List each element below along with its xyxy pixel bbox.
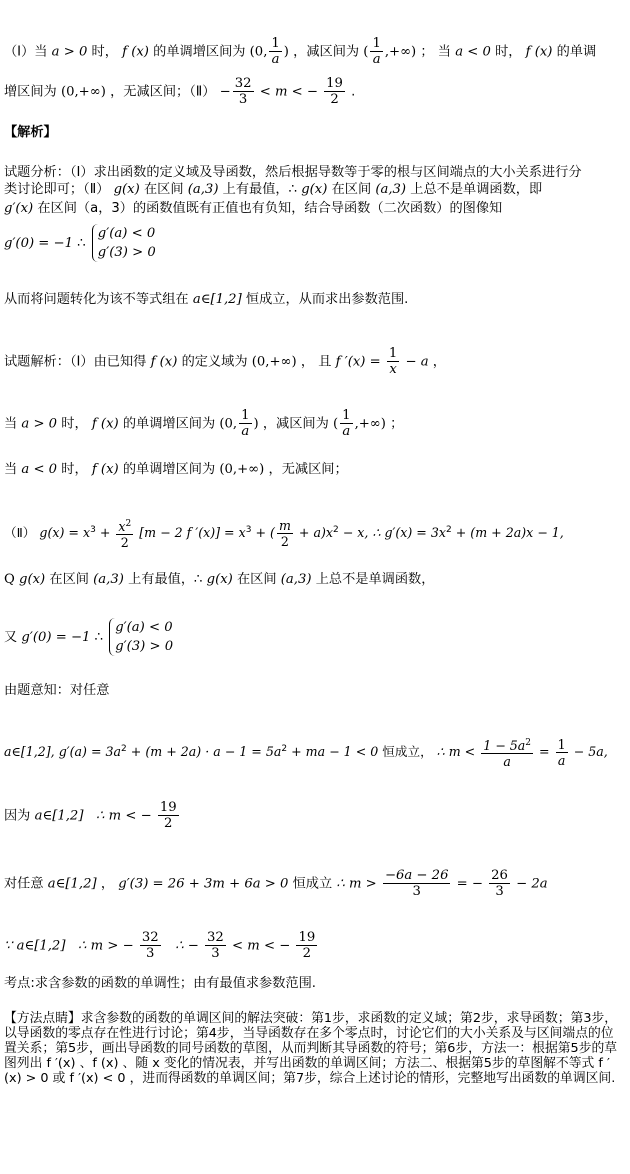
analysis-line-3 [4,201,502,217]
solution-text: ，无减区间； [268,462,348,477]
numerator: x [118,519,126,535]
inequality-system [109,618,173,656]
math-a-range: a∈[1,2] [192,292,242,307]
solution-text: （Ⅱ） [4,525,36,541]
math-expr: − x, [342,525,369,541]
math-expr: − 2a [516,876,548,892]
math-a-positive: a > 0 [51,44,88,60]
numerator: 1 [241,408,250,423]
solution-text: 在区间 [237,572,277,587]
condition-1: g′(a) < 0 [97,226,156,241]
math-gx: g(x) [113,182,140,197]
fraction-1-over-a [370,36,382,67]
kaodian: 考点:求含参数的函数的单调性；由有最值求参数范围. [4,976,316,991]
denominator: x [389,362,397,377]
math-expr: + ( [255,525,275,541]
interval-close: ) [253,416,259,432]
solution-text: 的单调增区间为 [122,416,216,432]
answer-text: 的单调增区间为 [153,44,246,60]
denominator: 2 [330,92,339,107]
math-expr: ∴ m > [336,876,377,892]
math-a-negative: a < 0 [21,462,58,477]
numerator: 1 − 5a [483,738,526,754]
solution-text: ，减区间为 [262,416,329,432]
equals-sign: = [539,744,550,760]
math-gx: g(x) [206,572,233,587]
symbol-q: Q [4,572,15,587]
math-expr: ∴ m > − [78,938,134,954]
condition-2: g′(3) > 0 [97,245,156,260]
exponent: 2 [121,743,127,754]
math-g-def: g(x) = x [39,525,91,541]
interval-open: (0, [249,44,268,60]
fraction-32-over-3 [233,76,254,107]
denominator: a [557,753,566,769]
math-expr: [m − 2 f ′(x)] = x [139,525,246,541]
math-gprime: g′(x) [4,201,34,216]
math-gx: g(x) [19,572,46,587]
solution-text: 试题解析：（Ⅰ）由已知得 [4,354,147,370]
answer-line-1 [4,36,596,67]
math-expr: + ma − 1 < 0 [291,744,379,760]
math-expr: ∴ g′(x) = 3x [372,525,446,541]
denominator: a [271,52,280,67]
answer-text: ，减区间为 [293,44,360,60]
solution-line-10 [4,868,548,899]
numerator: 19 [326,76,343,91]
math-fx: f (x) [91,462,119,477]
solution-text: 当 [4,462,18,477]
math-expr: + (m + 2a) · a − 1 = 5a [130,744,282,760]
math-fx: f (x) [91,416,119,432]
condition-1: g′(a) < 0 [115,620,173,635]
fraction-19-over-2 [324,76,345,107]
solution-text: 上总不是单调函数， [315,572,435,587]
answer-text: 时， [91,44,118,60]
math-gprime-3: g′(3) = 26 + 3m + 6a > 0 [118,876,289,892]
numerator: −6a − 26 [384,868,449,883]
math-expr: + a)x [298,525,333,541]
math-expr: < m < − [232,938,291,954]
numerator: 1 [388,346,398,361]
math-expr: + (m + 2a)x − 1, [455,525,564,541]
answer-text: ； 当 [420,44,451,60]
math-minus-a: − a [405,354,429,370]
math-interval: (a,3) [280,572,312,587]
solution-text: 当 [4,416,18,432]
denominator: 3 [412,884,421,899]
analysis-line-1: 试题分析：（Ⅰ）求出函数的定义域及导函数，然后根据导数等于零的根与区间端点的大小关系进行分 [4,165,582,180]
math-interval: (a,3) [187,182,219,197]
interval-close: ) [283,44,289,60]
fraction-neg6a-26-over-3 [383,868,451,899]
answer-text: 增区间为 [4,84,57,100]
math-expr: − 5a, [573,744,608,760]
math-expr: ∴ − [175,938,199,954]
math-gx: g(x) [301,182,328,197]
solution-text: 又 [4,630,18,645]
analysis-line-4 [4,224,156,262]
method-tips: 【方法点睛】求含参数的函数的单调区间的解法突破：第1步，求函数的定义域；第2步，求导函数；第3步，以导函数的零点存在性进行讨论；第4步，当导函数存在多个零点时，讨论它们的大小关系及与区间端点的位置关系；第5步，画出导函数的同号函数的草图，从而判断其导函数的符号；第6步，方法一：根据第5步的草图列出 f ′(x) 、f (x) 、随 x 变化的情况表，并写出函数的单调区间；方法二、根据第5步的草图解不等式 f ′(x) > 0 或 f ′(x) < 0 ，进而得函数的单调区间；第7步，综合上述讨论的情形，完整地写出函数的单调区间. [4,1011,618,1086]
solution-text: 在区间 [49,572,89,587]
interval-open: ( [363,44,369,60]
analysis-text: 上总不是单调函数，即 [410,182,543,197]
fraction-32-over-3 [205,930,226,961]
condition-2: g′(3) > 0 [115,639,174,654]
fraction-1-over-a [556,737,568,768]
therefore-symbol: ∴ [77,236,86,251]
fraction-19-over-2 [158,800,179,831]
math-a-positive: a > 0 [21,416,58,432]
fraction-1-over-a [269,36,281,67]
math-interval: (a,3) [375,182,407,197]
numerator: 19 [298,930,316,945]
numerator: 1 [271,36,280,51]
numerator: 1 [342,408,351,423]
exponent: 2 [333,524,339,535]
solution-text: 对任意 [4,876,44,892]
numerator: 1 [557,737,566,753]
solution-text: 上有最值，∴ [128,572,203,587]
numerator: m [278,518,291,534]
math-a-negative: a < 0 [455,44,491,60]
minus-sign: − [219,84,231,100]
inequality-system [92,224,156,262]
math-interval: (a,3) [93,572,124,587]
solution-text: 时， [61,416,88,432]
solution-line-8 [4,736,608,769]
solution-line-6 [4,618,173,656]
math-fx: f (x) [150,354,178,370]
analysis-line-5 [4,292,408,308]
fraction-19-over-2 [296,930,317,961]
denominator: a [241,424,250,439]
solution-text: 的定义域为 [181,354,248,370]
exponent: 2 [525,738,532,748]
exponent: 3 [245,524,252,535]
solution-text: ， 且 [300,354,332,370]
solution-text: 因为 [4,808,31,824]
denominator: 3 [146,946,155,961]
solution-line-7: 由题意知：对任意 [4,683,110,698]
math-expr: a∈[1,2], g′(a) = 3a [4,744,122,760]
math-a-range: ∵ a∈[1,2] [4,938,66,954]
denominator: a [372,52,381,67]
answer-line-2 [4,76,355,107]
solution-line-2 [4,408,403,439]
analysis-text: 类讨论即可；（Ⅱ） [4,182,110,197]
numerator: 32 [207,930,224,945]
solution-line-5 [4,572,434,588]
interval-close: ,+∞) [384,44,417,60]
fraction-1-over-a [340,408,352,439]
math-gprime-0: g′(0) = −1 [4,236,73,251]
interval-open: ( [333,416,339,432]
solution-text: ， [100,876,115,892]
exponent: 3 [90,524,96,535]
math-fprime: f ′(x) = [335,354,381,370]
answer-text: 时， [495,44,522,60]
denominator: a [342,424,351,439]
section-title: 【解析】 [4,125,57,140]
denominator: 2 [164,816,173,831]
fraction-1-over-x [387,346,399,377]
fraction-x2-over-2 [116,517,133,550]
numerator: 32 [234,76,252,91]
numerator: 19 [159,800,177,815]
math-expr: ∴ m < [436,744,476,760]
analysis-text: 在区间 [331,182,372,197]
period: . [351,84,356,100]
numerator: 26 [491,868,508,883]
solution-text: 的单调增区间为 [122,462,216,477]
solution-text: 恒成立 [292,876,333,892]
answer-text: 的单调 [556,44,597,60]
numerator: 1 [372,36,381,51]
fraction-26-over-3 [489,868,510,899]
solution-text: 时， [61,462,88,477]
exponent: 2 [125,519,132,529]
fraction-1-5a2-over-a [481,736,533,769]
numerator: 32 [141,930,159,945]
interval: (0,+∞) [219,462,265,477]
math-expr: = − [456,876,483,892]
analysis-text: 从而将问题转化为该不等式组在 [4,292,189,307]
solution-text: 恒成立， [382,744,433,760]
math-gprime-0: g′(0) = −1 [21,630,91,645]
analysis-text: 上有最值，∴ [222,182,297,197]
denominator: 2 [280,534,289,550]
plus-sign: + [99,525,111,541]
interval: (0,+∞) [251,354,297,370]
analysis-text: 恒成立，从而求出参数范围. [245,292,409,307]
math-a-range: a∈[1,2] [34,808,84,824]
solution-line-4 [4,517,564,550]
analysis-line-2 [4,182,542,198]
interval-open: (0, [219,416,238,432]
math-inequality: < m < − [259,84,318,100]
solution-text: ， [432,354,446,370]
denominator: 2 [120,535,129,551]
solution-line-1 [4,346,446,377]
fraction-32-over-3 [140,930,161,961]
therefore-symbol: ∴ [94,630,103,645]
denominator: 3 [211,946,220,961]
interval: (0,+∞) [60,84,106,100]
solution-line-9 [4,800,181,831]
analysis-text: 在区间 [143,182,184,197]
answer-text: ，无减区间；（Ⅱ） [110,84,216,100]
denominator: 2 [302,946,312,961]
math-fx: f (x) [525,44,553,60]
solution-line-3 [4,462,348,478]
analysis-text: 在区间（a，3）的函数值既有正值也有负知，结合导函数（二次函数）的图像知 [37,201,503,216]
exponent: 2 [445,524,452,535]
math-a-range: a∈[1,2] [47,876,97,892]
answer-text: （Ⅰ）当 [4,44,48,60]
exponent: 2 [281,743,288,754]
fraction-1-over-a [239,408,251,439]
denominator: a [503,754,511,770]
solution-text: ； [390,416,404,432]
fraction-m-over-2 [277,518,293,549]
interval-close: ,+∞) [354,416,386,432]
denominator: 3 [238,92,248,107]
math-expr: ∴ m < − [96,808,152,824]
math-fx: f (x) [122,44,149,60]
denominator: 3 [495,884,504,899]
solution-line-11 [4,930,319,961]
